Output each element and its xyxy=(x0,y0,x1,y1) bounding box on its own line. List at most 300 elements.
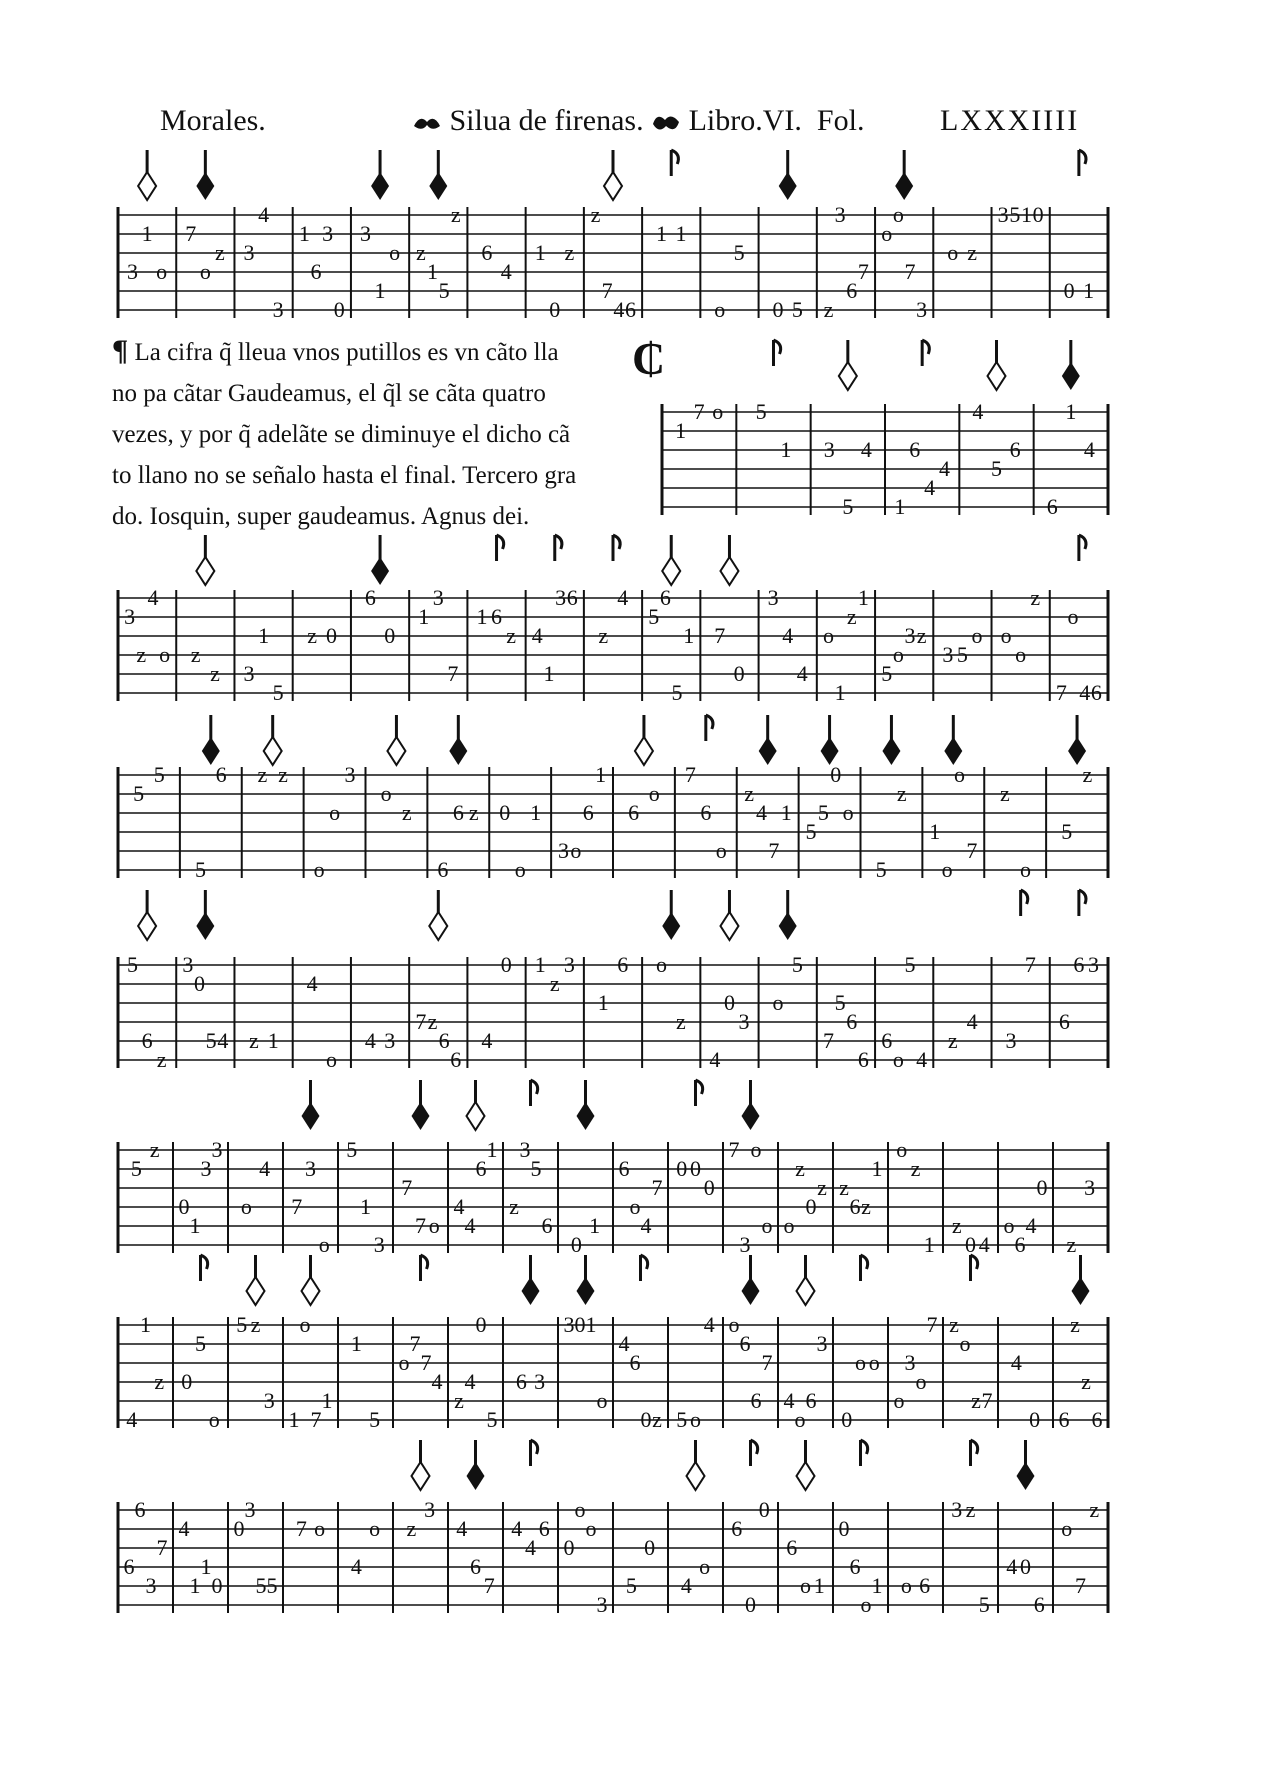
tablature-cipher: z xyxy=(1066,1232,1077,1257)
tablature-cipher: 3 xyxy=(904,1350,916,1375)
tablature-cipher: 6 xyxy=(1058,1009,1070,1034)
tablature-cipher: 5 xyxy=(130,1156,142,1181)
tablature-cipher: 3 xyxy=(200,1156,212,1181)
tablature-cipher: 6 xyxy=(1058,1407,1070,1432)
tablature-cipher: 7 xyxy=(409,1331,421,1356)
tablature-cipher: 4 xyxy=(1083,437,1095,462)
tablature-cipher: 1 xyxy=(350,1331,362,1356)
book-number: Libro.VI. xyxy=(688,104,802,137)
tablature-cipher: 3 xyxy=(373,1232,385,1257)
tablature-cipher: o xyxy=(971,623,983,648)
tablature-cipher: o xyxy=(318,1232,330,1257)
rhythm-sign-head xyxy=(1017,1462,1035,1490)
tablature-cipher: 5 xyxy=(205,1028,217,1053)
tablature-cipher: 1 xyxy=(534,952,546,977)
rhythm-sign-head xyxy=(429,912,447,940)
tablature-cipher: 0 xyxy=(690,1156,701,1181)
tablature-cipher: 4 xyxy=(525,1535,536,1560)
tablature-cipher: 5 xyxy=(255,1573,267,1598)
tablature-cipher: o xyxy=(369,1516,381,1541)
tablature-cipher: 5 xyxy=(346,1137,358,1162)
tablature-cipher: 1 xyxy=(894,494,906,519)
tablature-cipher: o xyxy=(947,240,959,265)
rhythm-sign-head xyxy=(577,1277,595,1305)
tablature-cipher: 6 xyxy=(629,1350,641,1375)
tablature-cipher: 0 xyxy=(326,623,338,648)
tablature-cipher: 3 xyxy=(1084,1175,1096,1200)
tablature-cipher: 4 xyxy=(1006,1554,1018,1579)
tablature-cipher: 5 xyxy=(133,781,145,806)
rhythm-sign-head xyxy=(1068,737,1086,765)
tablature-cipher: 7 xyxy=(728,1137,740,1162)
tablature-cipher: 4 xyxy=(126,1407,138,1432)
tablature-cipher: 6 xyxy=(909,437,921,462)
tablature-cipher: 6 xyxy=(849,1554,861,1579)
tablature-cipher: 6 xyxy=(618,1156,630,1181)
tablature-cipher: 4 xyxy=(178,1516,190,1541)
rhythm-sign-head xyxy=(720,557,738,585)
tablature-cipher: 7 xyxy=(904,259,916,284)
tablature-cipher: 3 xyxy=(904,623,916,648)
tablature-cipher: 3 xyxy=(834,202,846,227)
rhythm-sign-head xyxy=(302,1102,320,1130)
tablature-cipher: 4 xyxy=(617,585,629,610)
tablature-cipher: 4 xyxy=(972,399,984,424)
tablature-cipher: 0 xyxy=(745,1592,756,1617)
rhythm-sign-head xyxy=(662,912,680,940)
tablature-cipher: z xyxy=(549,971,560,996)
tablature-cipher: 4 xyxy=(783,1388,795,1413)
tablature-cipher: 3 xyxy=(816,1331,828,1356)
tablature-cipher: 4 xyxy=(640,1213,652,1238)
tablature-cipher: 5 xyxy=(791,297,803,322)
rhythm-sign-head xyxy=(821,737,839,765)
tablature-cipher: 3 xyxy=(127,259,139,284)
tablature-cipher: o xyxy=(690,1407,701,1432)
tablature-cipher: z xyxy=(149,1137,160,1162)
tablature-cipher: 7 xyxy=(420,1350,432,1375)
tablature-cipher: o xyxy=(715,838,727,863)
folio-label: Fol. xyxy=(816,104,865,137)
tablature-cipher: 6 xyxy=(134,1497,146,1522)
folio-number: LXXXIIII xyxy=(940,104,1080,137)
rhythm-sign-head xyxy=(202,737,220,765)
rubric-line: to llano no se señalo hasta el final. Tercero gra xyxy=(112,462,577,489)
tablature-cipher: o xyxy=(881,221,893,246)
tablature-cipher: 1 xyxy=(923,1232,935,1257)
tablature-cipher: o xyxy=(959,1331,971,1356)
tablature-cipher: z xyxy=(401,800,412,825)
rhythm-sign-head xyxy=(882,737,900,765)
author-name: Morales. xyxy=(160,104,266,137)
tablature-cipher: 1 xyxy=(530,800,542,825)
tablature-cipher: 3 xyxy=(596,1592,608,1617)
tablature-cipher: o xyxy=(712,399,724,424)
tablature-cipher: 5 xyxy=(904,952,916,977)
tablature-cipher: 5 xyxy=(875,857,887,882)
tablature-cipher: 4 xyxy=(464,1213,476,1238)
tablature-cipher: o xyxy=(596,1388,608,1413)
tablature-cipher: 7 xyxy=(857,259,869,284)
tablature-cipher: 5 xyxy=(153,762,165,787)
tablature-cipher: 0 xyxy=(640,1407,652,1432)
tablature-cipher: 5 xyxy=(755,399,767,424)
tablature-cipher: 3 xyxy=(322,221,334,246)
tablature-cipher: 1 xyxy=(189,1573,201,1598)
tablature-cipher: o xyxy=(794,1407,806,1432)
tablature-cipher: o xyxy=(868,1350,880,1375)
tablature-cipher: z xyxy=(949,1312,959,1337)
tablature-cipher: 0 xyxy=(676,1156,688,1181)
tablature-cipher: 6 xyxy=(438,1028,450,1053)
tablature-cipher: 0 xyxy=(475,1312,487,1337)
tablature-cipher: 0 xyxy=(181,1369,193,1394)
tablature-cipher: 1 xyxy=(585,1312,597,1337)
rhythm-sign-head xyxy=(742,1277,760,1305)
tablature-cipher: 3 xyxy=(243,661,255,686)
tablature-cipher: 5 xyxy=(842,494,854,519)
tablature-cipher: o xyxy=(326,1047,338,1072)
tablature-cipher: z xyxy=(564,240,575,265)
tablature-cipher: 4 xyxy=(916,1047,928,1072)
tablature-cipher: z xyxy=(971,1388,981,1413)
tablature-cipher: 1 xyxy=(267,1028,279,1053)
tablature-cipher: o xyxy=(761,1213,773,1238)
tablature-cipher: 7 xyxy=(156,1535,168,1560)
tablature-cipher: 4 xyxy=(464,1369,476,1394)
tablature-cipher: 6 xyxy=(515,1369,527,1394)
tablature-cipher: 5 xyxy=(1009,202,1021,227)
tablature-cipher: 6 xyxy=(857,1047,869,1072)
tablature-cipher: 3 xyxy=(244,1497,256,1522)
tablature-cipher: 6 xyxy=(700,800,712,825)
tablature-cipher: o xyxy=(800,1573,811,1598)
tablature-cipher: 6 xyxy=(739,1331,751,1356)
tablature-cipher: 7 xyxy=(401,1175,413,1200)
rhythm-sign-head xyxy=(1072,1277,1090,1305)
tablature-cipher: 7 xyxy=(651,1175,663,1200)
tablature-cipher: 4 xyxy=(531,623,543,648)
tablature-cipher: 3 xyxy=(997,202,1009,227)
tablature-cipher: z xyxy=(307,623,318,648)
rhythm-sign-head xyxy=(196,557,214,585)
tablature-cipher: 3 xyxy=(344,762,356,787)
tablature-cipher: 7 xyxy=(295,1516,307,1541)
tablature-cipher: 6 xyxy=(919,1573,931,1598)
tablature-cipher: 5 xyxy=(236,1312,248,1337)
tablature-cipher: z xyxy=(947,1028,958,1053)
tablature-cipher: 1 xyxy=(595,762,607,787)
tablature-cipher: 7 xyxy=(447,661,459,686)
tablature-cipher: 0 xyxy=(758,1497,770,1522)
rhythm-sign-head xyxy=(302,1277,320,1305)
tablature-cipher: z xyxy=(506,623,516,648)
tablature-cipher: 3 xyxy=(951,1497,963,1522)
rhythm-sign-head xyxy=(196,912,214,940)
tablature-cipher: o xyxy=(893,1388,905,1413)
tablature-cipher: 5 xyxy=(805,819,817,844)
tablature-cipher: 3 xyxy=(243,240,255,265)
tablature-cipher: 1 xyxy=(675,418,687,443)
tablature-cipher: 0 xyxy=(733,661,745,686)
tablature-cipher: 1 xyxy=(597,990,609,1015)
tablature-cipher: 7 xyxy=(185,221,197,246)
tablature-cipher: 5 xyxy=(991,456,1002,481)
tablature-cipher: 7 xyxy=(601,278,613,303)
tablature-cipher: 0 xyxy=(830,762,842,787)
tablature-cipher: 4 xyxy=(306,971,318,996)
tablature-cipher: 5 xyxy=(978,1592,990,1617)
tablature-cipher: z xyxy=(156,1047,167,1072)
tablature-cipher: 7 xyxy=(310,1407,322,1432)
tablature-cipher: 3 xyxy=(263,1388,275,1413)
tablature-cipher: z xyxy=(967,240,978,265)
tablature-cipher: 6 xyxy=(1033,1592,1045,1617)
tablature-cipher: 3 xyxy=(124,604,136,629)
tablature-cipher: 4 xyxy=(860,437,872,462)
tablature-cipher: 6 xyxy=(437,857,449,882)
rhythm-sign-head xyxy=(412,1462,430,1490)
tablature-cipher: z xyxy=(951,1213,962,1238)
tablature-cipher: o xyxy=(398,1350,410,1375)
tablature-cipher: 1 xyxy=(321,1388,333,1413)
tablature-cipher: 4 xyxy=(1079,680,1091,705)
tablature-cipher: 0 xyxy=(1036,1175,1048,1200)
tablature-cipher: 1 xyxy=(189,1213,201,1238)
tablature-cipher: 1 xyxy=(683,623,695,648)
tablature-cipher: 7 xyxy=(693,399,705,424)
tablature-cipher: 1 xyxy=(780,800,792,825)
tablature-cipher: 6 xyxy=(1014,1232,1026,1257)
tablature-cipher: o xyxy=(892,1047,904,1072)
tablature-cipher: 5 xyxy=(127,952,139,977)
tablature-cipher: 7 xyxy=(714,623,726,648)
tablature-cipher: 3 xyxy=(563,952,575,977)
tablature-cipher: 7 xyxy=(415,1213,426,1238)
tablature-cipher: z xyxy=(965,1497,976,1522)
tablature-cipher: 3 xyxy=(563,1312,575,1337)
tablature-cipher: 0 xyxy=(1032,202,1044,227)
rhythm-sign-head xyxy=(662,557,680,585)
tablature-cipher: 7 xyxy=(822,1028,834,1053)
tablature-cipher: o xyxy=(941,857,953,882)
tablature-cipher: 7 xyxy=(1075,1573,1086,1598)
tablature-cipher: 3 xyxy=(916,297,928,322)
tablature-cipher: 6 xyxy=(881,1028,893,1053)
tablature-cipher: o xyxy=(428,1213,440,1238)
tablature-cipher: o xyxy=(772,990,784,1015)
tablature-cipher: 4 xyxy=(618,1331,630,1356)
rubric-line: no pa cãtar Gaudeamus, el q̃l se cãta quatro xyxy=(112,380,546,407)
tablature-cipher: 5 xyxy=(791,952,803,977)
tablature-cipher: 1 xyxy=(534,240,546,265)
tablature-cipher: 5 xyxy=(956,642,968,667)
tablature-cipher: 4 xyxy=(796,661,808,686)
tablature-cipher: o xyxy=(860,1592,872,1617)
tablature-cipher: z xyxy=(823,297,834,322)
tablature-cipher: 3 xyxy=(739,1232,751,1257)
tablature-cipher: 0 xyxy=(644,1535,656,1560)
tablature-cipher: 0 xyxy=(703,1175,715,1200)
tablature-cipher: z xyxy=(248,1028,259,1053)
tablature-cipher: 0 xyxy=(549,297,561,322)
tablature-cipher: 5 xyxy=(671,680,683,705)
tablature-cipher: 3 xyxy=(1005,1028,1017,1053)
tablature-cipher: 6 xyxy=(123,1554,135,1579)
tablature-cipher: 4 xyxy=(613,297,625,322)
tablature-cipher: 7 xyxy=(415,1009,427,1034)
tablature-cipher: z xyxy=(846,604,857,629)
tablature-cipher: 7 xyxy=(926,1312,938,1337)
tablature-cipher: 3 xyxy=(519,1137,531,1162)
tablature-cipher: 0 xyxy=(500,952,512,977)
tablature-cipher: o xyxy=(1020,857,1031,882)
tablature-cipher: 0 xyxy=(1020,1554,1031,1579)
tablature-cipher: 5 xyxy=(369,1407,381,1432)
tablature-cipher: 4 xyxy=(938,456,950,481)
tablature-cipher: 0 xyxy=(841,1407,853,1432)
tablature-cipher: o xyxy=(389,240,401,265)
tablature-cipher: 6 xyxy=(750,1388,762,1413)
tablature-cipher: 0 xyxy=(965,1232,976,1257)
tablature-cipher: z xyxy=(454,1388,464,1413)
tablature-cipher: o xyxy=(313,857,325,882)
tablature-cipher: 5 xyxy=(881,661,893,686)
tablature-cipher: o xyxy=(574,1497,586,1522)
tablature-cipher: 6 xyxy=(846,278,858,303)
tablature-cipher: o xyxy=(159,642,171,667)
tablature-cipher: 1 xyxy=(140,1312,151,1337)
tablature-cipher: 4 xyxy=(680,1573,692,1598)
tablature-cipher: 6 xyxy=(452,800,464,825)
tablature-cipher: 6 xyxy=(141,1028,153,1053)
rhythm-sign-head xyxy=(264,737,282,765)
tablature-cipher: 0 xyxy=(772,297,784,322)
tablature-cipher: 4 xyxy=(500,259,512,284)
tablature-cipher: 0 xyxy=(233,1516,245,1541)
tablature-cipher: 1 xyxy=(298,221,310,246)
rhythm-sign-head xyxy=(247,1277,265,1305)
tablature-cipher: 3 xyxy=(823,437,835,462)
tablature-cipher: 3 xyxy=(360,221,371,246)
rhythm-sign-head xyxy=(742,1102,760,1130)
tablature-cipher: 0 xyxy=(805,1194,817,1219)
tablature-cipher: 6 xyxy=(364,585,376,610)
tablature-cipher: o xyxy=(699,1554,711,1579)
tablature-cipher: 3 xyxy=(1087,952,1099,977)
tablature-cipher: 5 xyxy=(834,990,846,1015)
tablature-cipher: 4 xyxy=(924,475,936,500)
tablature-cipher: z xyxy=(1082,762,1093,787)
tablature-cipher: 1 xyxy=(360,1194,371,1219)
rhythm-sign-head xyxy=(687,1462,705,1490)
tablature-cipher: o xyxy=(648,781,660,806)
rhythm-sign-head xyxy=(371,557,389,585)
tablature-cipher: 0 xyxy=(570,1232,582,1257)
rhythm-sign-head xyxy=(449,737,467,765)
rhythm-sign-head xyxy=(467,1102,485,1130)
tablature-cipher: 5 xyxy=(272,680,284,705)
tablature-cipher: 6 xyxy=(624,297,636,322)
rhythm-sign-head xyxy=(387,737,405,765)
tablature-cipher: 1 xyxy=(374,278,386,303)
tablature-cipher: 4 xyxy=(364,1028,376,1053)
tablature-cipher: 0 xyxy=(723,990,735,1015)
tablature-cipher: z xyxy=(190,642,201,667)
tablature-cipher: 4 xyxy=(703,1312,715,1337)
tablature-cipher: 6 xyxy=(310,259,322,284)
tablature-cipher: 4 xyxy=(453,1194,465,1219)
tablature-cipher: z xyxy=(916,623,927,648)
tablature-cipher: 6 xyxy=(582,800,594,825)
rhythm-sign-head xyxy=(895,172,913,200)
tablature-cipher: 6 xyxy=(491,604,503,629)
tablature-cipher: 3 xyxy=(305,1156,316,1181)
tablature-cipher: 7 xyxy=(761,1350,773,1375)
rhythm-sign-head xyxy=(797,1277,815,1305)
tablature-cipher: 4 xyxy=(782,623,794,648)
tablature-cipher: 7 xyxy=(684,762,696,787)
tablature-cipher: 6 xyxy=(1090,680,1102,705)
rubric-line: vezes, y por q̃ adelãte se diminuye el dicho cã xyxy=(112,421,571,448)
tablature-cipher: 6 xyxy=(1073,952,1085,977)
rhythm-sign-head xyxy=(196,172,214,200)
tablature-cipher: 6 xyxy=(1009,437,1021,462)
rhythm-sign-head xyxy=(944,737,962,765)
tablature-cipher: o xyxy=(585,1516,597,1541)
tablature-cipher: 1 xyxy=(857,585,869,610)
tablature-cipher: o xyxy=(915,1369,927,1394)
tablature-cipher: o xyxy=(656,952,668,977)
tablature-cipher: 1 xyxy=(258,623,270,648)
tablature-cipher: z xyxy=(154,1369,165,1394)
tablature-cipher: 7 xyxy=(981,1388,993,1413)
tablature-cipher: 1 xyxy=(871,1573,883,1598)
tablature-cipher: z xyxy=(415,240,426,265)
tablature-cipher: 0 xyxy=(1029,1407,1041,1432)
tablature-cipher: 1 xyxy=(780,437,792,462)
tablature-cipher: 5 xyxy=(266,1573,278,1598)
tablature-cipher: z xyxy=(1030,585,1041,610)
tablature-cipher: 6 xyxy=(475,1156,487,1181)
tablature-cipher: 4 xyxy=(147,585,159,610)
tablature-cipher: 1 xyxy=(589,1213,601,1238)
tablature-cipher: 5 xyxy=(648,604,660,629)
tablature-cipher: z xyxy=(861,1194,871,1219)
tablature-cipher: o xyxy=(822,623,834,648)
tablature-cipher: 1 xyxy=(871,1156,883,1181)
tablature-cipher: o xyxy=(208,1407,220,1432)
tablature-cipher: 1 xyxy=(200,1554,212,1579)
tablature-cipher: o xyxy=(855,1350,866,1375)
tablature-cipher: 1 xyxy=(486,1137,498,1162)
tablature-cipher: z xyxy=(598,623,609,648)
tablature-cipher: z xyxy=(999,781,1010,806)
tablature-cipher: 0 xyxy=(563,1535,575,1560)
mensuration-sign: ₵ xyxy=(632,333,666,384)
rubric-line: ¶ La cifra q̃ lleua vnos putillos es vn cãto lla xyxy=(112,334,559,367)
tablature-cipher: 6 xyxy=(1091,1407,1103,1432)
pilcrow-icon: ¶ xyxy=(112,334,129,367)
rhythm-sign-head xyxy=(371,172,389,200)
tablature-cipher: 7 xyxy=(483,1573,495,1598)
tablature-cipher: 6 xyxy=(566,585,578,610)
tablature-cipher: 4 xyxy=(756,800,767,825)
tablature-cipher: o xyxy=(714,297,726,322)
tablature-cipher: 7 xyxy=(291,1194,303,1219)
rhythm-sign-head xyxy=(522,1277,540,1305)
tablature-cipher: 3 xyxy=(558,838,569,863)
